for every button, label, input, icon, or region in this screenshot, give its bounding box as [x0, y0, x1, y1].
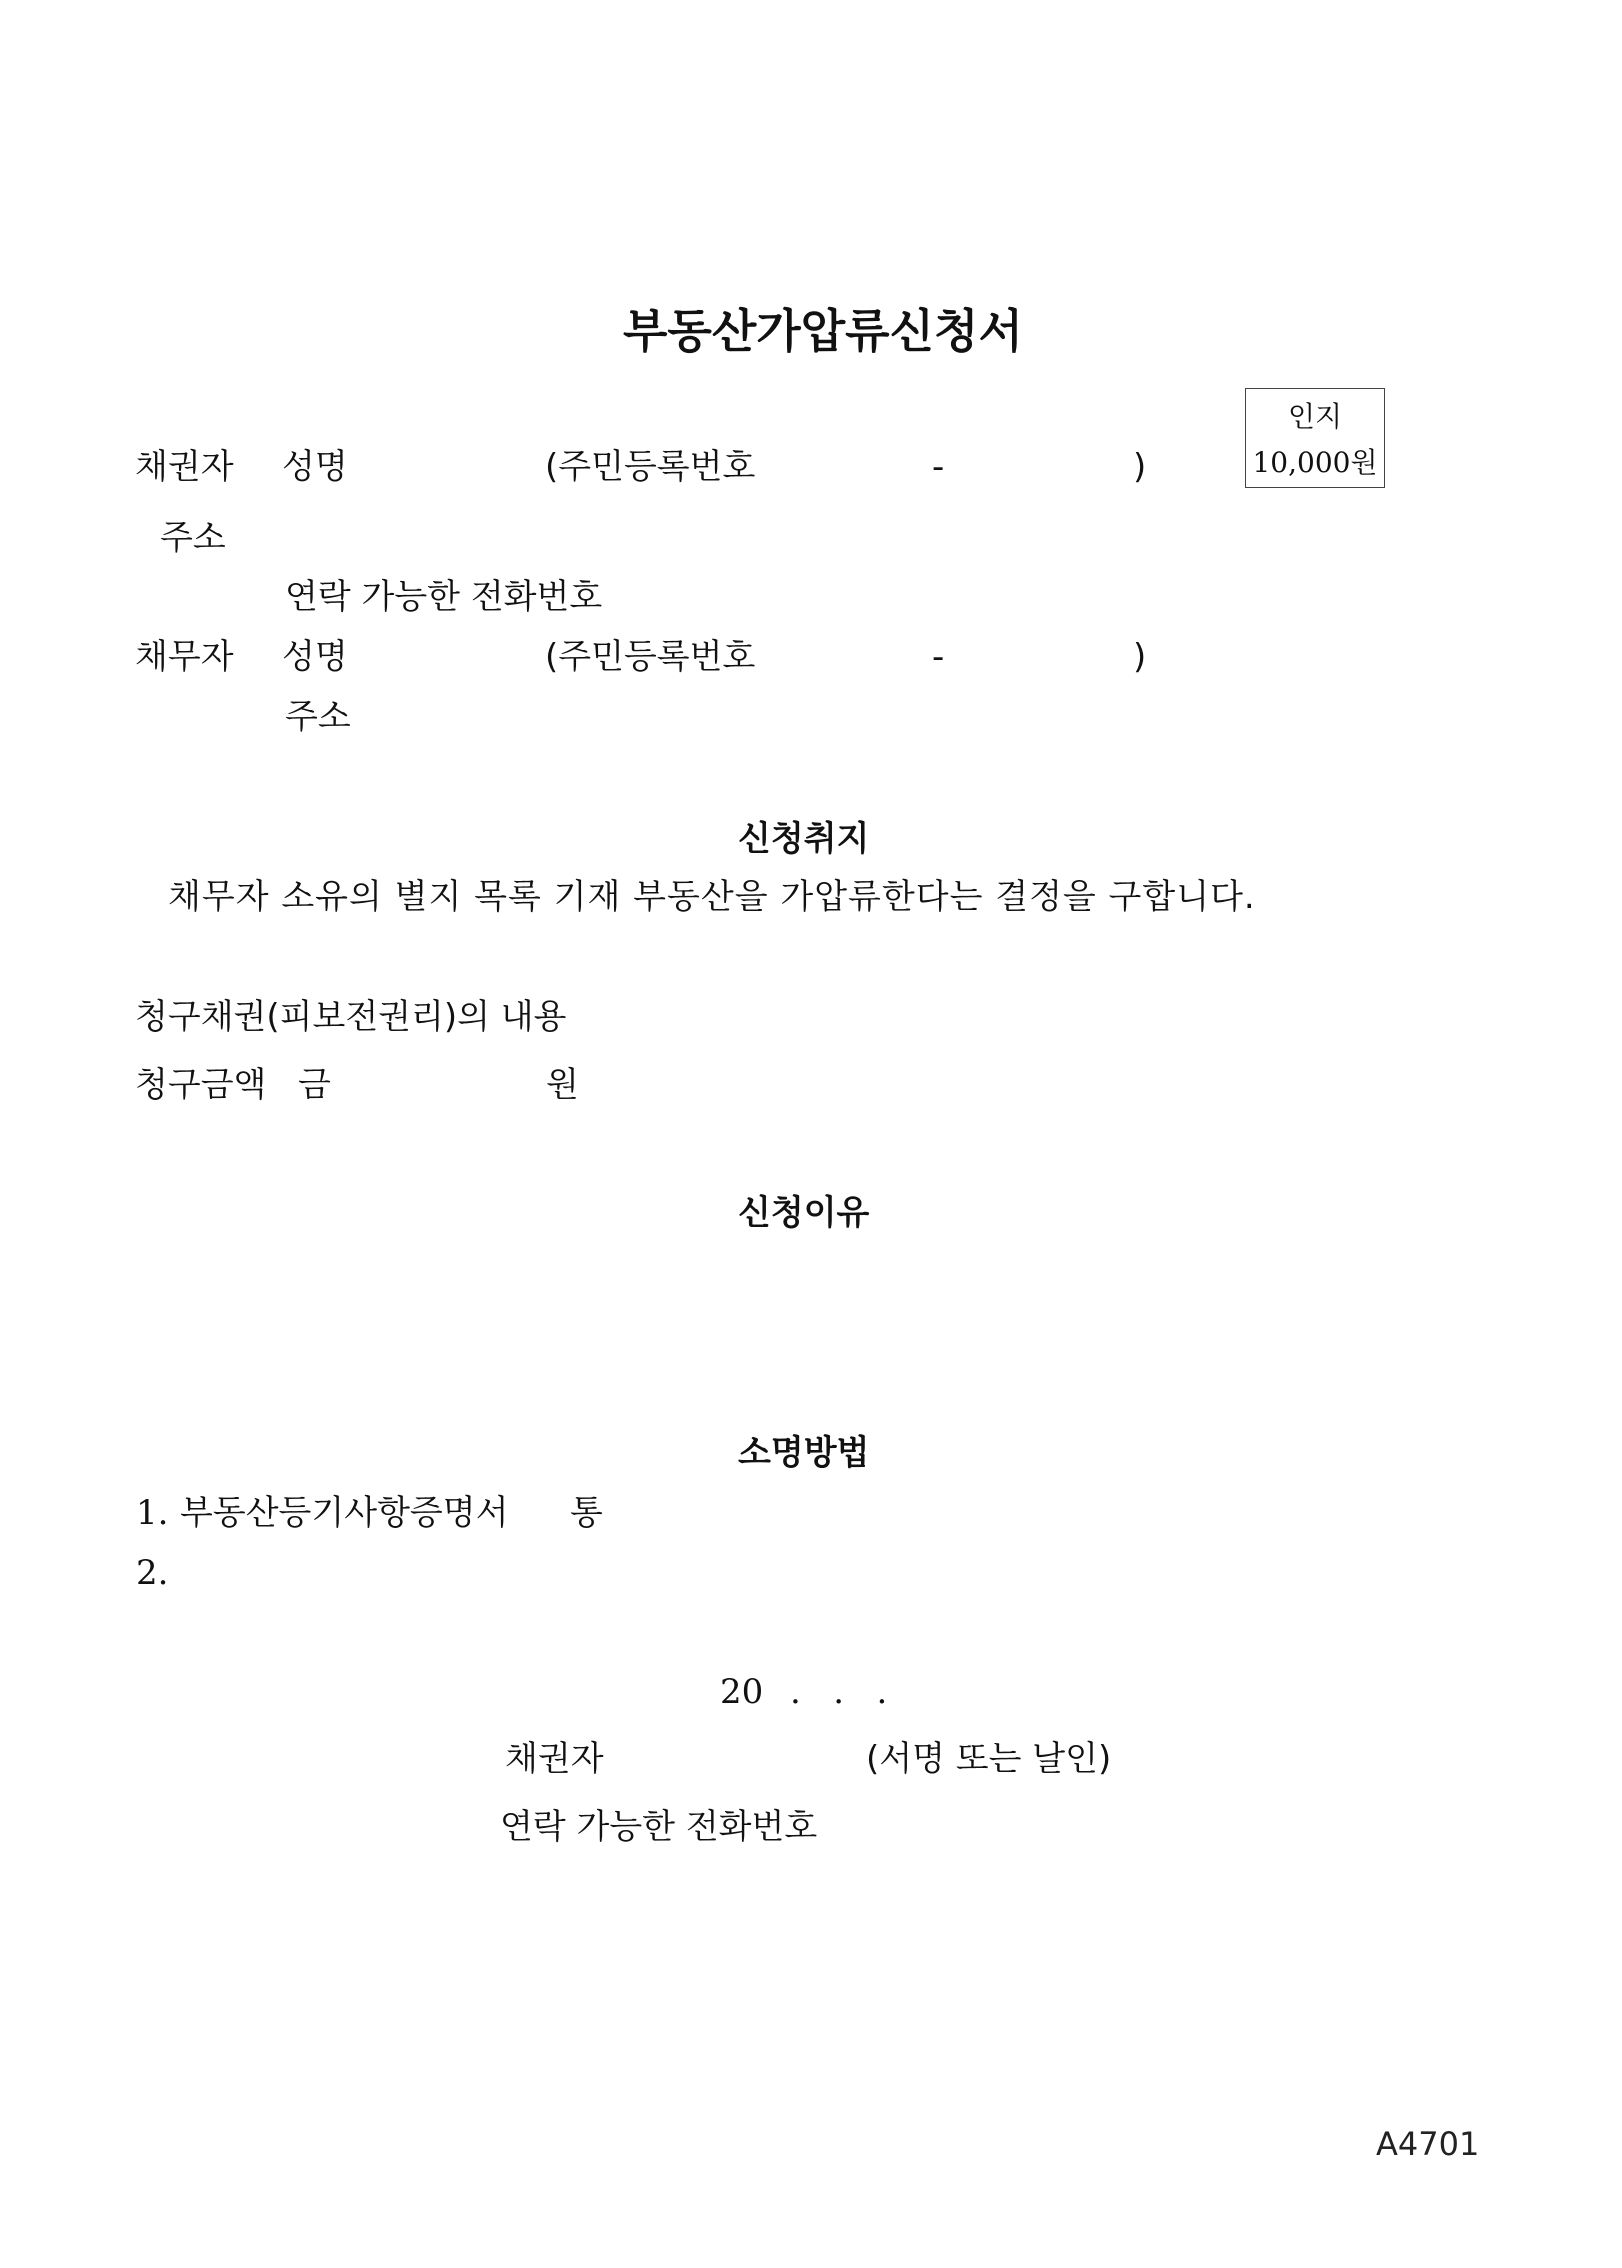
debtor-address-label: 주소	[285, 697, 351, 737]
debtor-id-dash: -	[932, 637, 945, 677]
purpose-text: 채무자 소유의 별지 목록 기재 부동산을 가압류한다는 결정을 구합니다.	[168, 877, 1256, 917]
evidence-item-number: 2.	[136, 1553, 169, 1593]
creditor-id-dash: -	[932, 447, 945, 487]
creditor-name-label: 성명	[282, 447, 348, 487]
applicant-phone-label: 연락 가능한 전화번호	[500, 1807, 818, 1847]
claim-amount-prefix: 금	[298, 1065, 331, 1105]
claim-content-label: 청구채권(피보전권리)의 내용	[135, 997, 567, 1037]
stamp-box	[1245, 388, 1385, 488]
date-dots: . . .	[790, 1672, 888, 1712]
debtor-name-label: 성명	[282, 637, 348, 677]
purpose-heading: 신청취지	[738, 819, 870, 859]
creditor-phone-label: 연락 가능한 전화번호	[285, 577, 603, 617]
creditor-id-open: (주민등록번호	[545, 447, 756, 487]
form-code: A4701	[1376, 2125, 1480, 2163]
document-title: 부동산가압류신청서	[623, 304, 1023, 358]
evidence-item-unit: 통	[570, 1493, 603, 1533]
debtor-id-open: (주민등록번호	[545, 637, 756, 677]
creditor-role-label: 채권자	[135, 447, 234, 487]
debtor-id-close: )	[1133, 637, 1147, 677]
creditor-address-label: 주소	[160, 518, 226, 558]
claim-amount-label: 청구금액	[135, 1065, 267, 1105]
creditor-id-close: )	[1133, 447, 1147, 487]
applicant-label: 채권자	[505, 1739, 604, 1779]
date-year: 20	[720, 1672, 764, 1712]
evidence-item-text: 부동산등기사항증명서	[180, 1493, 509, 1533]
evidence-item-number: 1.	[136, 1493, 169, 1533]
stamp-amount: 10,000원	[1252, 446, 1378, 479]
stamp-label: 인지	[1287, 400, 1343, 433]
debtor-role-label: 채무자	[135, 637, 234, 677]
reason-heading: 신청이유	[738, 1193, 870, 1233]
claim-amount-unit: 원	[546, 1065, 579, 1105]
evidence-heading: 소명방법	[738, 1433, 870, 1473]
seal-note: (서명 또는 날인)	[866, 1739, 1112, 1779]
